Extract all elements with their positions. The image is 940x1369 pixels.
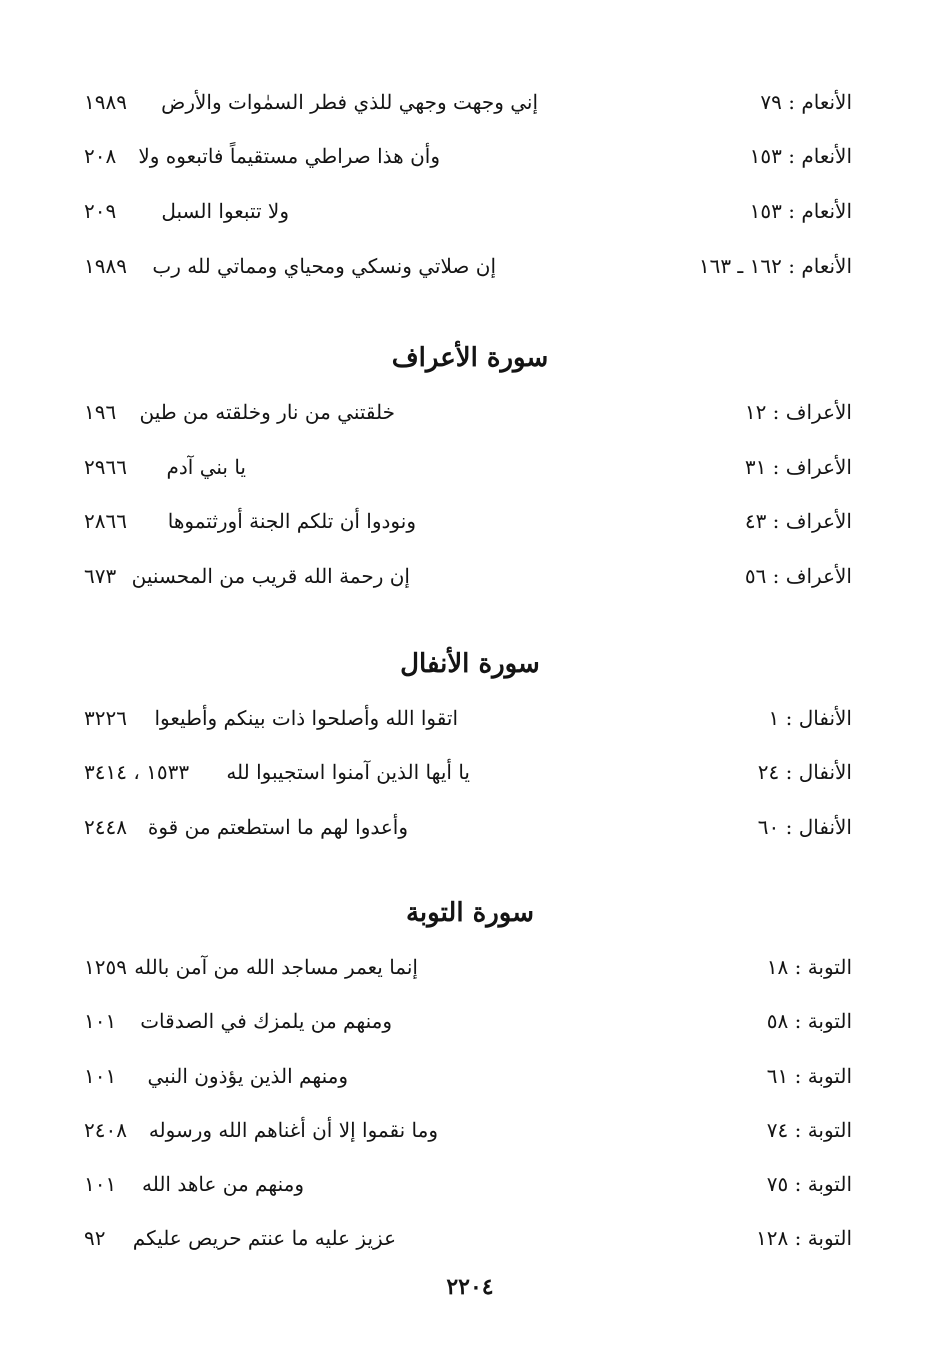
page-reference: ١٢٥٩ [84, 955, 127, 979]
verse-reference: الأنعام : ٧٩ [760, 90, 852, 114]
page-reference: ١٥٣٣ ، ٣٤١٤ [84, 760, 190, 784]
verse-text: ومنهم الذين يؤذون النبي [147, 1064, 348, 1088]
page-reference: ٢٠٩ [84, 199, 117, 223]
verse-text: خلقتني من نار وخلقته من طين [139, 400, 395, 424]
page-reference: ٣٢٢٦ [84, 706, 127, 730]
index-entry [0, 447, 940, 487]
index-entry [0, 1001, 940, 1041]
page-reference: ٢٤٤٨ [84, 815, 127, 839]
surah-heading: سورة الأنفال [400, 649, 540, 679]
index-entry [0, 191, 940, 231]
verse-text: ولا تتبعوا السبل [161, 199, 289, 223]
index-entry [0, 947, 940, 987]
verse-text: إنما يعمر مساجد الله من آمن بالله [134, 955, 418, 979]
verse-text: إني وجهت وجهي للذي فطر السمٰوات والأرض [161, 90, 538, 114]
verse-text: وما نقموا إلا أن أغناهم الله ورسوله [148, 1118, 438, 1142]
page-number: ٢٢٠٤ [446, 1274, 494, 1300]
verse-text: اتقوا الله وأصلحوا ذات بينكم وأطيعوا [154, 706, 458, 730]
index-entry [0, 698, 940, 738]
verse-reference: التوبة : ١٢٨ [756, 1226, 852, 1250]
verse-reference: التوبة : ٥٨ [766, 1009, 852, 1033]
page-reference: ٦٧٣ [84, 564, 117, 588]
verse-reference: الأنفال : ٢٤ [757, 760, 852, 784]
page-reference: ٢٤٠٨ [84, 1118, 127, 1142]
index-entry [0, 82, 940, 122]
verse-text: إن رحمة الله قريب من المحسنين [131, 564, 410, 588]
verse-reference: التوبة : ٧٥ [766, 1172, 852, 1196]
index-entry [0, 556, 940, 596]
page-reference: ١٩٨٩ [84, 254, 127, 278]
index-entry [0, 501, 940, 541]
page-reference: ١٠١ [84, 1172, 117, 1196]
page-reference: ١٩٦ [84, 400, 117, 424]
verse-reference: التوبة : ٧٤ [766, 1118, 852, 1142]
verse-reference: الأنعام : ١٦٢ ـ ١٦٣ [698, 254, 852, 278]
verse-reference: الأنعام : ١٥٣ [749, 144, 852, 168]
index-entry [0, 1056, 940, 1096]
verse-text: ومنهم من عاهد الله [141, 1172, 304, 1196]
page-reference: ١٠١ [84, 1009, 117, 1033]
verse-reference: الأنفال : ١ [768, 706, 852, 730]
index-entry [0, 1164, 940, 1204]
index-entry [0, 807, 940, 847]
index-entry [0, 1110, 940, 1150]
verse-text: وأن هذا صراطي مستقيماً فاتبعوه ولا [138, 144, 440, 168]
surah-heading: سورة التوبة [405, 898, 535, 928]
verse-text: ونودوا أن تلكم الجنة أورثتموها [167, 509, 416, 533]
verse-reference: الأعراف : ٥٦ [744, 564, 852, 588]
verse-text: وأعدوا لهم ما استطعتم من قوة [147, 815, 408, 839]
verse-reference: الأنفال : ٦٠ [757, 815, 852, 839]
verse-reference: الأنعام : ١٥٣ [749, 199, 852, 223]
verse-reference: التوبة : ٦١ [766, 1064, 852, 1088]
verse-text: ومنهم من يلمزك في الصدقات [140, 1009, 392, 1033]
verse-reference: الأعراف : ٣١ [744, 455, 852, 479]
verse-reference: الأعراف : ١٢ [744, 400, 852, 424]
page-reference: ٢٨٦٦ [84, 509, 127, 533]
index-entry [0, 752, 940, 792]
page-reference: ٩٢ [84, 1226, 106, 1250]
page-reference: ١٠١ [84, 1064, 117, 1088]
verse-reference: الأعراف : ٤٣ [744, 509, 852, 533]
index-entry [0, 246, 940, 286]
index-entry [0, 392, 940, 432]
verse-text: عزيز عليه ما عنتم حريص عليكم [132, 1226, 396, 1250]
page-reference: ١٩٨٩ [84, 90, 127, 114]
index-entry [0, 136, 940, 176]
verse-text: يا أيها الذين آمنوا استجيبوا لله [226, 760, 470, 784]
verse-text: إن صلاتي ونسكي ومحياي ومماتي لله رب [152, 254, 496, 278]
page-reference: ٢٠٨ [84, 144, 117, 168]
page-reference: ٢٩٦٦ [84, 455, 127, 479]
verse-reference: التوبة : ١٨ [766, 955, 852, 979]
index-entry [0, 1218, 940, 1258]
verse-text: يا بني آدم [166, 455, 246, 479]
surah-heading: سورة الأعراف [391, 343, 549, 373]
